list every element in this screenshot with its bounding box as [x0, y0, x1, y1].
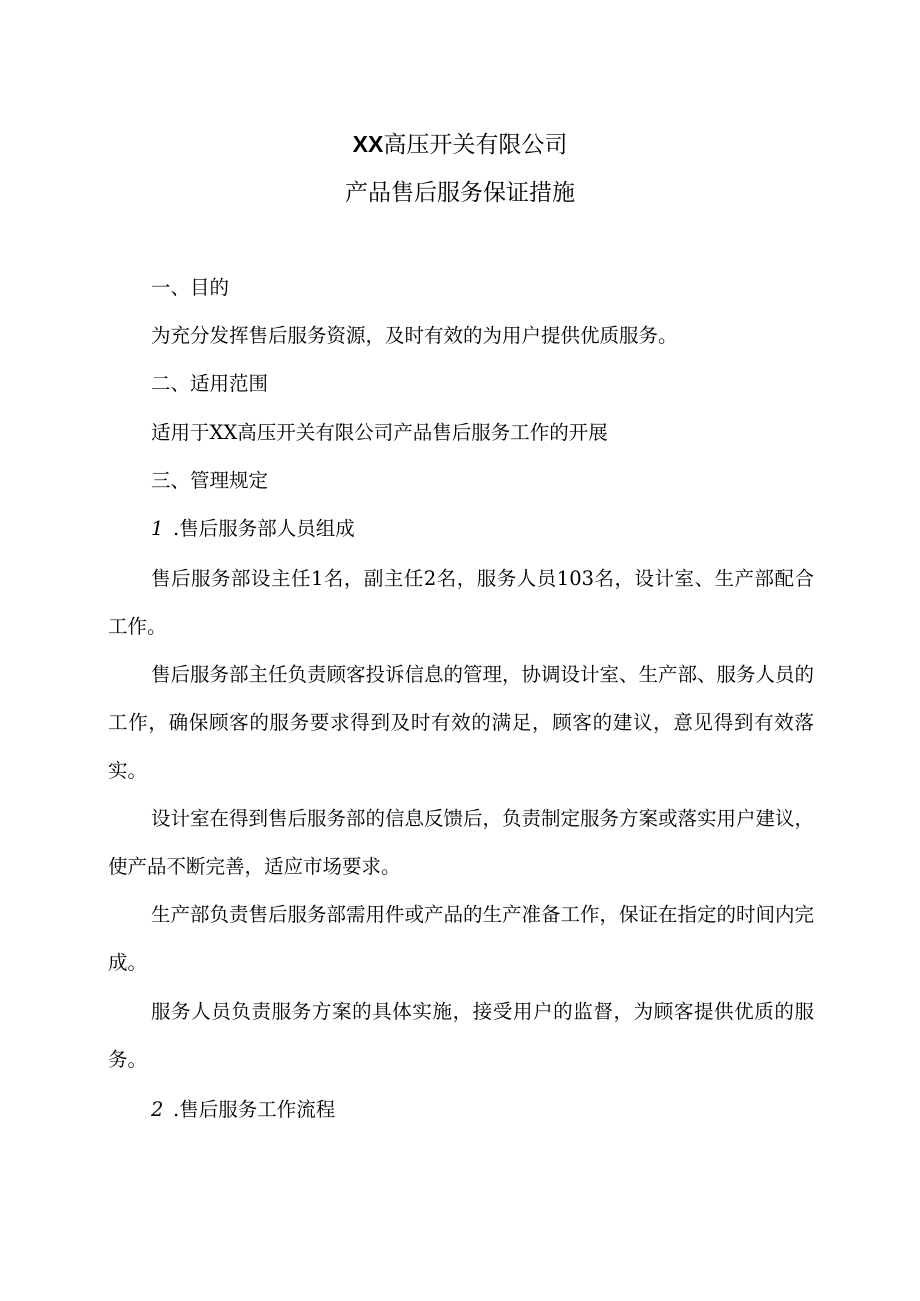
paragraph-design-duties: 设计室在得到售后服务部的信息反馈后，负责制定服务方案或落实用户建议，使产品不断完善，适应市场要求。	[108, 807, 815, 878]
document-title	[0, 129, 920, 160]
item-title: .售后服务工作流程	[173, 1098, 336, 1121]
item-heading-staffing	[151, 516, 355, 542]
company-name: 高压开关有限公司	[383, 132, 568, 158]
section-heading-rules: 三、管理规定	[151, 469, 269, 492]
section-heading-scope: 二、适用范围	[151, 372, 269, 395]
company-prefix: XX	[352, 131, 384, 157]
item-number: 1	[151, 517, 164, 540]
paragraph-staff-duties: 服务人员负责服务方案的具体实施，接受用户的监督，为顾客提供优质的服务。	[108, 1000, 814, 1071]
paragraph-director-duties: 售后服务部主任负责顾客投诉信息的管理，协调设计室、生产部、服务人员的工作，确保顾客的服务要求得到及时有效的满足，顾客的建议，意见得到有效落实。	[108, 663, 815, 782]
item-number: 2	[151, 1098, 164, 1121]
paragraph-production-duties: 生产部负责售后服务部需用件或产品的生产准备工作，保证在指定的时间内完成。	[108, 903, 815, 974]
section-heading-purpose: 一、目的	[151, 276, 230, 299]
item-title: .售后服务部人员组成	[173, 517, 355, 540]
item-heading-workflow	[151, 1097, 335, 1123]
paragraph-staffing: 售后服务部设主任1名，副主任2名，服务人员103名，设计室、生产部配合工作。	[108, 567, 814, 638]
document-subtitle: 产品售后服务保证措施	[345, 180, 575, 206]
purpose-text: 为充分发挥售后服务资源，及时有效的为用户提供优质服务。	[151, 324, 678, 347]
scope-text: 适用于XX高压开关有限公司产品售后服务工作的开展	[151, 421, 608, 444]
